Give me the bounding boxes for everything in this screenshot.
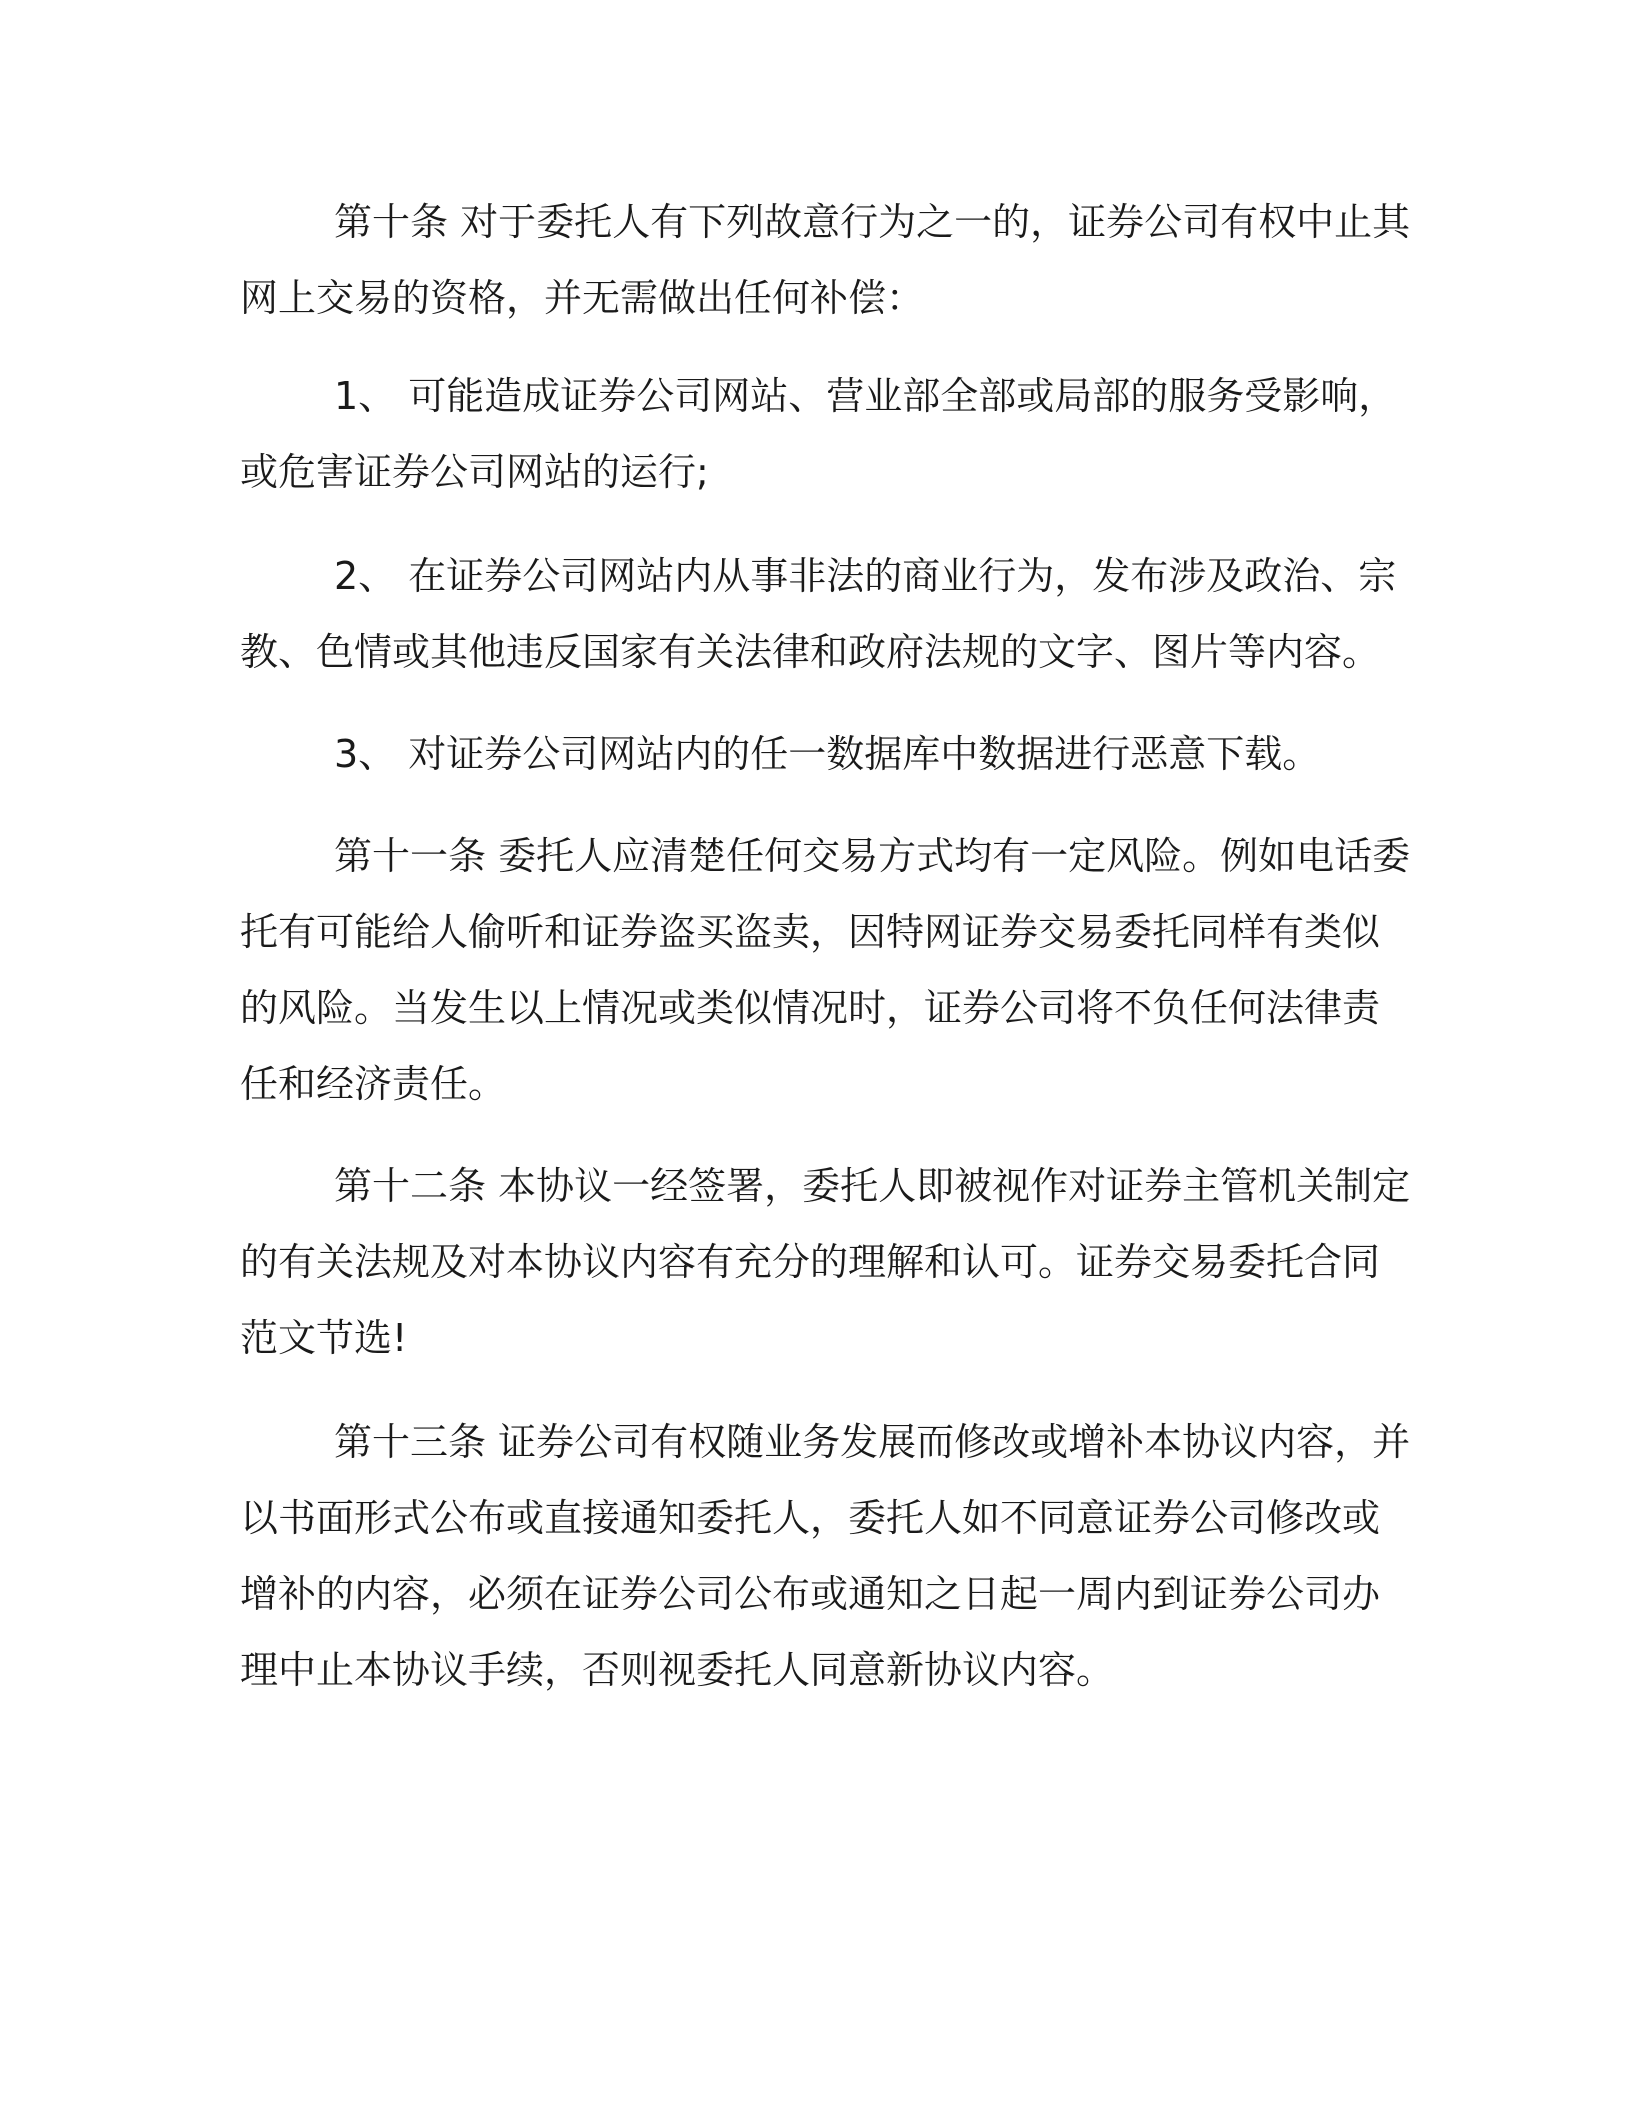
text-line: 第十条 对于委托人有下列故意行为之一的，证券公司有权中止其: [334, 200, 1411, 244]
article-10-item-1-paragraph: [240, 358, 1397, 510]
text-line: 第十一条 委托人应清楚任何交易方式均有一定风险。例如电话委: [334, 834, 1411, 878]
text-line: 教、色情或其他违反国家有关法律和政府法规的文字、图片等内容。: [240, 630, 1381, 674]
article-10-item-3-paragraph: [240, 716, 1390, 792]
text-line: 1、 可能造成证券公司网站、营业部全部或局部的服务受影响，: [334, 374, 1397, 418]
text-line: 理中止本协议手续，否则视委托人同意新协议内容。: [240, 1648, 1115, 1692]
article-10-paragraph: [240, 184, 1411, 336]
text-line: 范文节选!: [240, 1316, 408, 1360]
text-line: 增补的内容，必须在证券公司公布或通知之日起一周内到证券公司办: [240, 1572, 1381, 1616]
text-line: 托有可能给人偷听和证券盗买盗卖，因特网证券交易委托同样有类似: [240, 910, 1381, 954]
article-12-paragraph: [240, 1148, 1411, 1376]
text-line: 或危害证券公司网站的运行;: [240, 450, 709, 494]
article-13-paragraph: [240, 1404, 1411, 1708]
text-line: 3、 对证券公司网站内的任一数据库中数据进行恶意下载。: [334, 732, 1321, 776]
article-11-paragraph: [240, 818, 1411, 1122]
text-line: 以书面形式公布或直接通知委托人，委托人如不同意证券公司修改或: [240, 1496, 1381, 1540]
text-line: 第十二条 本协议一经签署，委托人即被视作对证券主管机关制定: [334, 1164, 1411, 1208]
text-line: 的有关法规及对本协议内容有充分的理解和认可。证券交易委托合同: [240, 1240, 1381, 1284]
text-line: 第十三条 证券公司有权随业务发展而修改或增补本协议内容，并: [334, 1420, 1411, 1464]
text-line: 的风险。当发生以上情况或类似情况时，证券公司将不负任何法律责: [240, 986, 1381, 1030]
text-line: 网上交易的资格，并无需做出任何补偿：: [240, 276, 925, 320]
text-line: 任和经济责任。: [240, 1062, 507, 1106]
article-10-item-2-paragraph: [240, 538, 1397, 690]
text-line: 2、 在证券公司网站内从事非法的商业行为，发布涉及政治、宗: [334, 554, 1397, 598]
